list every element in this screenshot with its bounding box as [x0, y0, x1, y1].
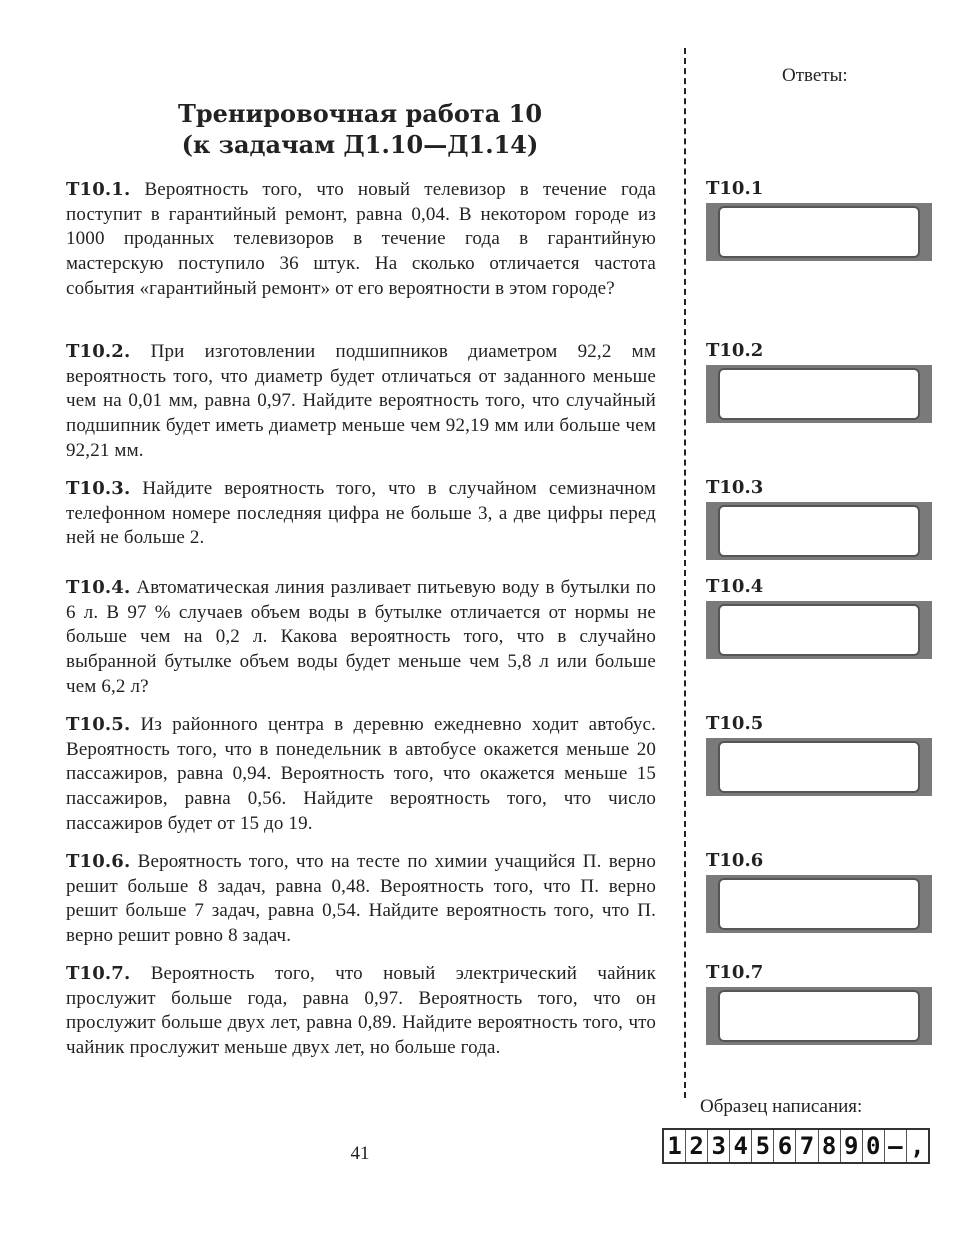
- task-t10-6: [66, 850, 656, 949]
- task-id: Т10.3.: [66, 478, 131, 499]
- answer-box-t10-2[interactable]: [706, 365, 932, 423]
- answer-label-t10-1: Т10.1: [706, 178, 764, 199]
- title-line-1: Тренировочная работа 10: [177, 99, 543, 128]
- answer-field[interactable]: [718, 604, 920, 656]
- sample-digit: 5: [752, 1130, 774, 1162]
- page-title: [60, 98, 660, 160]
- answer-box-t10-3[interactable]: [706, 502, 932, 560]
- answer-box-t10-6[interactable]: [706, 875, 932, 933]
- answer-label-t10-5: Т10.5: [706, 713, 764, 734]
- answer-field[interactable]: [718, 368, 920, 420]
- answers-heading: Ответы:: [782, 65, 848, 86]
- answer-field[interactable]: [718, 206, 920, 258]
- answer-field[interactable]: [718, 878, 920, 930]
- answer-box-t10-7[interactable]: [706, 987, 932, 1045]
- sample-digit: 4: [730, 1130, 752, 1162]
- sample-label: Образец написания:: [700, 1096, 863, 1117]
- task-t10-5: [66, 713, 656, 837]
- sample-digit: 1: [664, 1130, 686, 1162]
- task-t10-7: [66, 962, 656, 1061]
- title-line-2: (к задачам Д1.10—Д1.14): [181, 130, 539, 159]
- task-text: При изготовлении подшипников диаметром 92,2 мм вероятность того, что диаметр будет отличаться от заданного меньше чем на 0,01 мм, равна 0,97. Найдите вероятность того, что случайный подшипник будет иметь диаметр меньше чем 92,19 мм или больше чем 92,21 мм.: [66, 341, 656, 461]
- sample-digit: –: [885, 1130, 907, 1162]
- task-id: Т10.1.: [66, 179, 131, 200]
- answer-field[interactable]: [718, 505, 920, 557]
- task-id: Т10.7.: [66, 963, 131, 984]
- task-text: Вероятность того, что новый телевизор в течение года поступит в гарантийный ремонт, равна 0,04. В некотором городе из 1000 проданных телевизоров в течение года в гарантийную мастерскую поступило 36 штук. На сколько отличается частота события «гарантийный ремонт» от его вероятности в этом городе?: [66, 179, 657, 299]
- answer-field[interactable]: [718, 990, 920, 1042]
- answer-label-t10-3: Т10.3: [706, 477, 764, 498]
- sample-digit: ,: [910, 1132, 925, 1160]
- task-text: Из районного центра в деревню ежедневно ходит автобус. Вероятность того, что в понедельник в автобусе окажется меньше 20 пассажиров, равна 0,94. Вероятность того, что окажется меньше 15 пассажиров, равна 0,56. Найдите вероятность того, что число пассажиров будет от 15 до 19.: [66, 714, 656, 834]
- answer-label-t10-4: Т10.4: [706, 576, 764, 597]
- page-number: 41: [350, 1143, 370, 1164]
- sample-digit: 6: [774, 1130, 796, 1162]
- task-text: Найдите вероятность того, что в случайном семизначном телефонном номере последняя цифра не больше 3, а две цифры перед ней не больше 2.: [66, 478, 657, 549]
- dashed-divider: [684, 48, 686, 1098]
- sample-digit: 3: [708, 1130, 730, 1162]
- answer-box-t10-4[interactable]: [706, 601, 932, 659]
- task-id: Т10.5.: [66, 714, 131, 735]
- task-text: Вероятность того, что новый электрический чайник прослужит больше года, равна 0,97. Вероятность того, что он прослужит больше двух лет, равна 0,89. Найдите вероятность того, что чайник прослужит меньше двух лет, но больше года.: [66, 963, 656, 1059]
- task-t10-4: [66, 576, 656, 700]
- task-id: Т10.4.: [66, 577, 131, 598]
- task-id: Т10.6.: [66, 851, 131, 872]
- task-t10-2: [66, 340, 656, 464]
- sample-digit: 8: [819, 1130, 841, 1162]
- answer-box-t10-5[interactable]: [706, 738, 932, 796]
- sample-digit: 0: [863, 1130, 885, 1162]
- task-t10-3: [66, 477, 656, 551]
- answer-box-t10-1[interactable]: [706, 203, 932, 261]
- sample-digit: 9: [841, 1130, 863, 1162]
- answer-label-t10-7: Т10.7: [706, 962, 764, 983]
- sample-digit: 7: [796, 1130, 818, 1162]
- answer-label-t10-6: Т10.6: [706, 850, 764, 871]
- answer-label-t10-2: Т10.2: [706, 340, 764, 361]
- task-text: Автоматическая линия разливает питьевую воду в бутылки по 6 л. В 97 % случаев объем воды в бутылке отличается от нормы не больше чем на 0,2 л. Какова вероятность того, что в случайно выбранной бутылке объем воды будет меньше чем 5,8 л или больше чем 6,2 л?: [66, 577, 656, 697]
- task-id: Т10.2.: [66, 341, 131, 362]
- sample-digits: [662, 1128, 930, 1164]
- sample-digit: 2: [686, 1130, 708, 1162]
- task-text: Вероятность того, что на тесте по химии учащийся П. верно решит больше 8 задач, равна 0,48. Вероятность того, что П. верно решит больше 7 задач, равна 0,54. Найдите вероятность того, что П. верно решит ровно 8 задач.: [66, 851, 656, 947]
- task-t10-1: [66, 178, 656, 302]
- answer-field[interactable]: [718, 741, 920, 793]
